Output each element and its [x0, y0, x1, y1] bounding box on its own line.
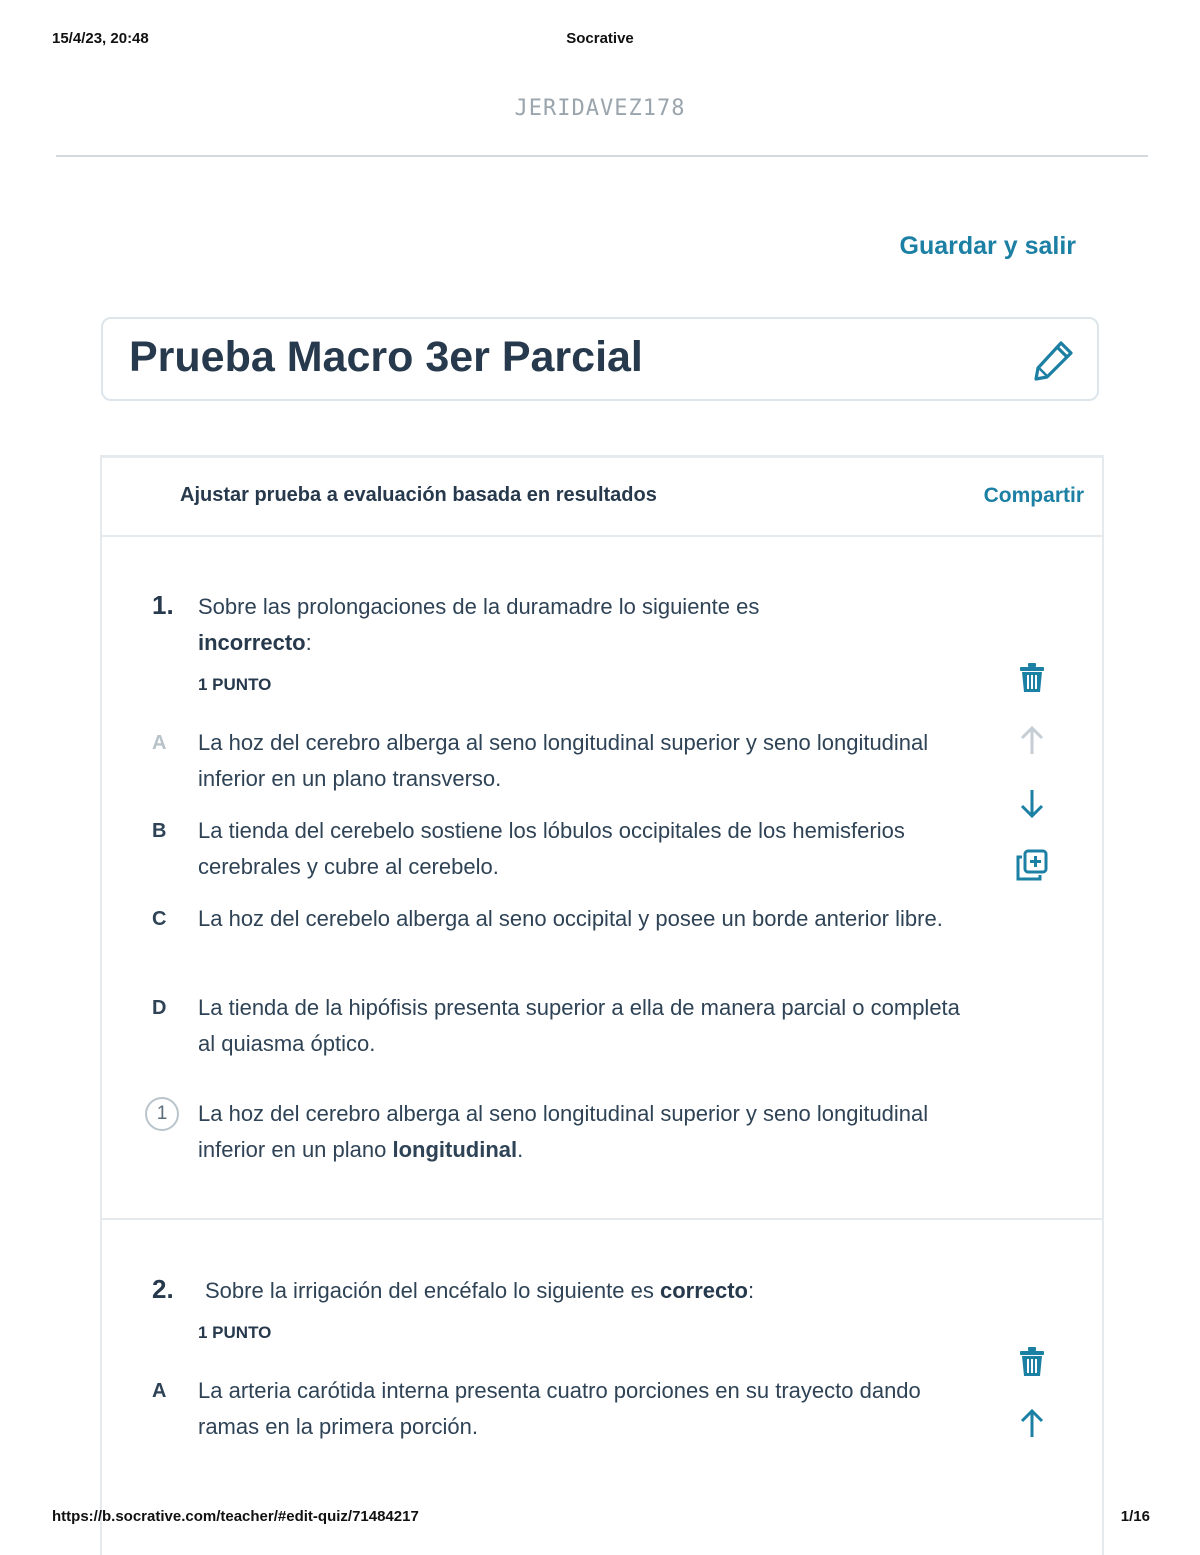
answer-letter: D: [152, 997, 167, 1019]
header-divider: [56, 155, 1148, 157]
question-text[interactable]: Sobre las prolongaciones de la duramadre lo siguiente es incorrecto:: [198, 594, 760, 655]
explanation-number-badge: 1: [145, 1097, 179, 1131]
edit-pencil-icon[interactable]: [1031, 337, 1077, 383]
answer-letter: B: [152, 820, 167, 842]
username: JERIDAVEZ178: [514, 96, 686, 121]
answer-letter: C: [152, 908, 167, 930]
explanation-text[interactable]: La hoz del cerebro alberga al seno longitudinal superior y seno longitudinal inferior en un plano longitudinal.: [198, 1101, 929, 1162]
print-url: https://b.socrative.com/teacher/#edit-quiz/71484217: [52, 1508, 419, 1525]
print-page-count: 1/16: [1120, 1508, 1150, 1525]
quiz-title: Prueba Macro 3er Parcial: [129, 333, 643, 381]
arrow-up-icon[interactable]: [1015, 1407, 1049, 1441]
arrow-down-icon[interactable]: [1015, 786, 1049, 820]
question-points: 1 PUNTO: [198, 675, 272, 694]
answer-letter: A: [152, 732, 167, 754]
print-datetime: 15/4/23, 20:48: [52, 30, 149, 47]
duplicate-icon[interactable]: [1015, 848, 1049, 882]
adjust-outcome-toggle[interactable]: Ajustar prueba a evaluación basada en resultados: [180, 484, 657, 506]
panel-divider: [100, 535, 1104, 537]
trash-icon[interactable]: [1015, 661, 1049, 695]
answer-text[interactable]: La tienda de la hipófisis presenta superior a ella de manera parcial o completa al quiasma óptico.: [198, 995, 960, 1056]
quiz-title-box[interactable]: [101, 317, 1099, 401]
question-points: 1 PUNTO: [198, 1323, 272, 1342]
arrow-up-icon[interactable]: [1015, 724, 1049, 758]
answer-text[interactable]: La hoz del cerebelo alberga al seno occipital y posee un borde anterior libre.: [198, 906, 943, 931]
answer-letter: A: [152, 1380, 167, 1402]
question-divider: [100, 1218, 1104, 1220]
trash-icon[interactable]: [1015, 1345, 1049, 1379]
answer-text[interactable]: La arteria carótida interna presenta cuatro porciones en su trayecto dando ramas en la primera porción.: [198, 1378, 921, 1439]
question-text[interactable]: Sobre la irrigación del encéfalo lo siguiente es correcto:: [205, 1278, 755, 1303]
answer-text[interactable]: La hoz del cerebro alberga al seno longitudinal superior y seno longitudinal inferior en un plano transverso.: [198, 730, 929, 791]
question-number: 2.: [152, 1274, 174, 1304]
print-page-title: Socrative: [566, 30, 634, 47]
answer-text[interactable]: La tienda del cerebelo sostiene los lóbulos occipitales de los hemisferios cerebrales y cubre al cerebelo.: [198, 818, 905, 879]
save-exit-button[interactable]: Guardar y salir: [899, 232, 1076, 260]
share-button[interactable]: Compartir: [983, 484, 1084, 507]
question-number: 1.: [152, 590, 174, 620]
